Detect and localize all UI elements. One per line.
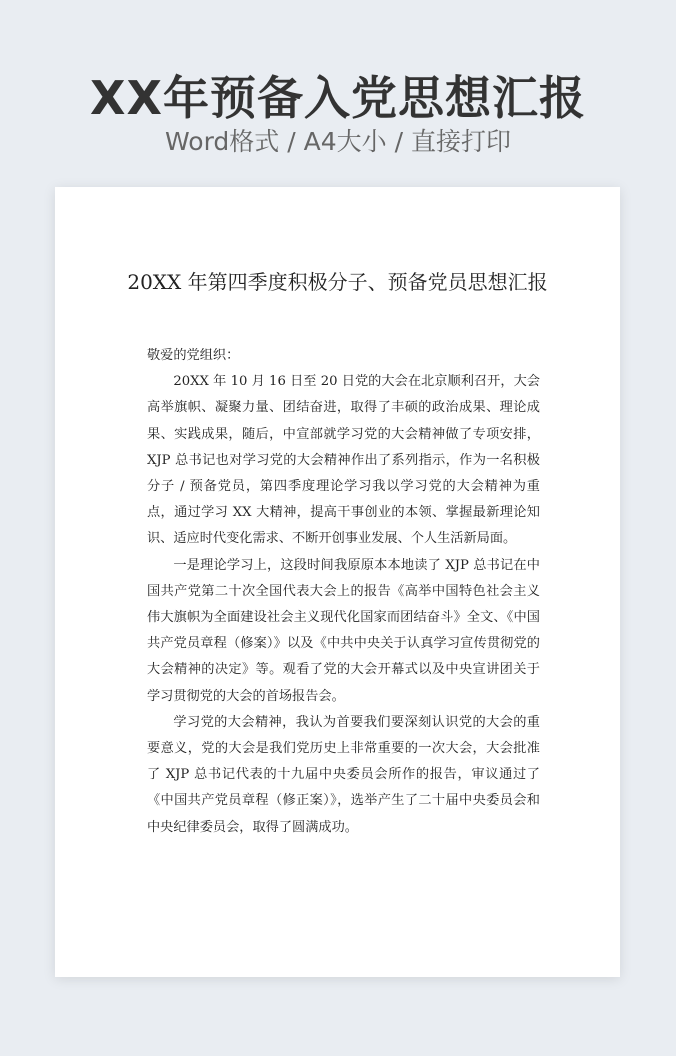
paragraph-2: 一是理论学习上，这段时间我原原本本地读了 XJP 总书记在中国共产党第二十次全国代表大会上的报告《高举中国特色社会主义伟大旗帜为全面建设社会主义现代化国家而团结奋斗》全文、《中国共产党员章程（修案）》以及《中共中央关于认真学习宣传贯彻党的大会精神的决定》等。观看了党的大会开幕式以及中央宣讲团关于学习贯彻党的大会的首场报告会。 xyxy=(147,557,540,704)
banner-title: XX年预备入党思想汇报 xyxy=(90,71,586,125)
paragraph-1: 20XX 年 10 月 16 日至 20 日党的大会在北京顺利召开，大会高举旗帜、凝聚力量、团结奋进，取得了丰硕的政治成果、理论成果、实践成果，随后，中宣部就学习党的大会精神做了专项安排，XJP 总书记也对学习党的大会精神作出了系列指示，作为一名积极分子 / 预备党员，第四季度理论学习我以学习党的大会精神为重点，通过学习 XX 大精神，提高干事创业的本领、掌握最新理论知识、适应时代变化需求、不断开创事业发展、个人生活新局面。 xyxy=(147,374,540,547)
document-page xyxy=(55,187,620,977)
document-body xyxy=(147,343,540,841)
paragraph-3: 学习党的大会精神，我认为首要我们要深刻认识党的大会的重要意义，党的大会是我们党历史上非常重要的一次大会，大会批准了 XJP 总书记代表的十九届中央委员会所作的报告，审议通过了《中国共产党员章程（修正案）》，选举产生了二十届中央委员会和中央纪律委员会，取得了圆满成功。 xyxy=(147,714,540,835)
salutation: 敬爱的党组织： xyxy=(147,348,240,363)
document-title: 20XX 年第四季度积极分子、预备党员思想汇报 xyxy=(127,270,548,294)
banner-subtitle: Word格式 / A4大小 / 直接打印 xyxy=(165,127,511,156)
